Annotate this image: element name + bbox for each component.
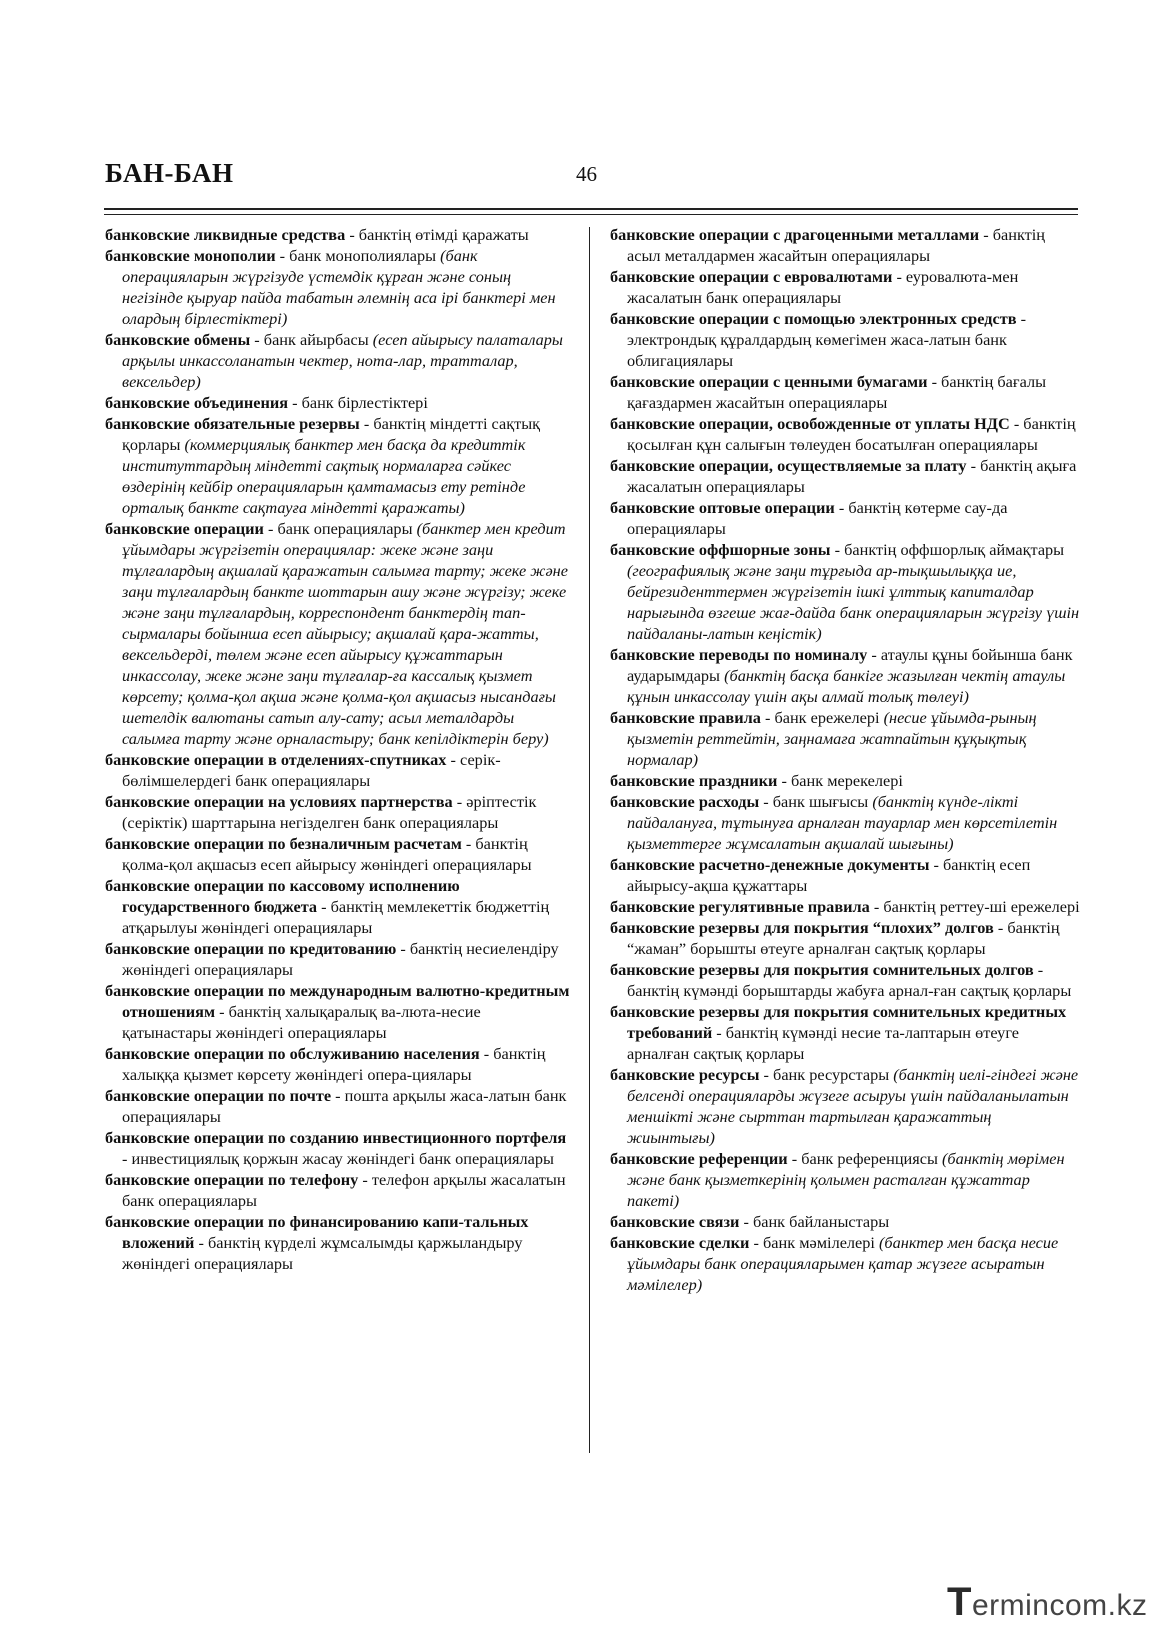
- entry-definition: - банктің күмәнді борыштарды жабуға арнал-ған сақтық қорлары: [627, 960, 1072, 1000]
- entry-note: (банк операцияларын жүргізуде үстемдік құрған және соның негізінде қыруар пайда табатын әлемнің аса ірі банктері мен олардың бірлестіктері): [122, 246, 556, 328]
- entry-term: банковские переводы по номиналу: [610, 645, 868, 664]
- dictionary-entry: [610, 791, 1080, 854]
- entry-note: (несие ұйымда-рының қызметін реттейтін, заңнамаға жатпайтын құқықтық нормалар): [627, 708, 1037, 769]
- entry-term: банковские операции по созданию инвестиционного портфеля: [105, 1128, 567, 1147]
- dictionary-entry: [610, 896, 1080, 917]
- entry-definition: - банк бірлестіктері: [292, 393, 428, 412]
- dictionary-entry: [105, 1211, 571, 1274]
- dictionary-entry: [610, 413, 1080, 455]
- entry-term: банковские операции по финансированию капи-тальных вложений: [105, 1212, 529, 1252]
- entry-term: банковские ресурсы: [610, 1065, 760, 1084]
- entry-definition: - банктің міндетті сақтық қорлары: [122, 414, 541, 454]
- entry-term: банковские операции по кредитованию: [105, 939, 397, 958]
- entry-term: банковские операции по кассовому исполнению государственного бюджета: [105, 876, 460, 916]
- entry-term: банковские операции, освобожденные от уплаты НДС: [610, 414, 1010, 433]
- dictionary-entry: [610, 1148, 1080, 1211]
- dictionary-entry: [610, 497, 1080, 539]
- entry-term: банковские референции: [610, 1149, 788, 1168]
- right-column: [610, 224, 1080, 1295]
- entry-term: банковские операции по международным валютно-кредитным отношениям: [105, 981, 570, 1021]
- entry-term: банковские обязательные резервы: [105, 414, 360, 433]
- entry-definition: - еуровалюта-мен жасалатын банк операциялары: [627, 267, 1019, 307]
- entry-term: банковские операции на условиях партнерства: [105, 792, 453, 811]
- entry-term: банковские резервы для покрытия сомнительных кредитных требований: [610, 1002, 1067, 1042]
- dictionary-entry: [610, 1211, 1080, 1232]
- dictionary-entry: [105, 791, 571, 833]
- dictionary-entry: [610, 1232, 1080, 1295]
- entry-term: банковские операции с евровалютами: [610, 267, 893, 286]
- entry-term: банковские операции с ценными бумагами: [610, 372, 928, 391]
- dictionary-entry: [610, 707, 1080, 770]
- entry-definition: - банк мәмілелері: [753, 1233, 875, 1252]
- entry-term: банковские праздники: [610, 771, 778, 790]
- entry-term: банковские операции по безналичным расчетам: [105, 834, 462, 853]
- entry-note: (банктер мен кредит ұйымдары жүргізетін операциялар: жеке және заңи тұлғалардың ақшалай қаражатын салымға тарту; жеке және заңи тұлғалардың банкте шоттарын ашу және жүргізу; жеке және заңи тұлғалардың, корреспондент банктердің тап-сырмалары бойынша есеп айырысу; ақшалай қара-жатты, вексельдерді, төлем және есеп айырысу құжаттарын инкассолау, жеке және заңи тұлғалар-ға кассалық қызмет көрсету; қолма-қол ақша және қолма-қол ақшасыз нысандағы шетелдік валютаны сатып алу-сату; асыл металдарды салымға тарту және орналастыру; банк кепілдіктерін беру): [122, 519, 568, 748]
- dictionary-entry: [610, 644, 1080, 707]
- entry-term: банковские связи: [610, 1212, 740, 1231]
- dictionary-entry: [610, 917, 1080, 959]
- dictionary-entry: [105, 413, 571, 518]
- dictionary-entry: [105, 392, 571, 413]
- entry-definition: - серік-бөлімшелердегі банк операциялары: [122, 750, 501, 790]
- entry-definition: - банк мерекелері: [781, 771, 903, 790]
- entry-term: банковские ликвидные средства: [105, 225, 346, 244]
- entry-definition: - банктің көтерме сау-да операциялары: [627, 498, 1008, 538]
- entry-definition: - банк айырбасы: [254, 330, 369, 349]
- entry-term: банковские операции в отделениях-спутниках: [105, 750, 447, 769]
- entry-term: банковские резервы для покрытия сомнительных долгов: [610, 960, 1034, 979]
- entry-term: банковские сделки: [610, 1233, 750, 1252]
- dictionary-entry: [610, 455, 1080, 497]
- entry-definition: - телефон арқылы жасалатын банк операциялары: [122, 1170, 566, 1210]
- running-head: БАН-БАН: [105, 158, 234, 188]
- entry-definition: - банк референциясы: [791, 1149, 938, 1168]
- entry-definition: - банктің күрделі жұмсалымды қаржыландыру жөніндегі операциялары: [122, 1233, 523, 1273]
- dictionary-entry: [610, 266, 1080, 308]
- entry-term: банковские резервы для покрытия “плохих” долгов: [610, 918, 994, 937]
- entry-definition: - банк операциялары: [268, 519, 413, 538]
- entry-term: банковские операции по почте: [105, 1086, 332, 1105]
- watermark-text-2: m.kz: [1082, 1589, 1148, 1622]
- entry-definition: - банктің халыққа қызмет көрсету жөніндегі опера-циялары: [122, 1044, 546, 1084]
- entry-definition: - электрондық құралдардың көмегімен жаса-латын банк облигациялары: [627, 309, 1026, 370]
- entry-definition: - инвестициялық қоржын жасау жөніндегі банк операциялары: [122, 1149, 554, 1168]
- dictionary-entry: [610, 308, 1080, 371]
- entry-term: банковские расходы: [610, 792, 760, 811]
- entry-term: банковские операции, осуществляемые за плату: [610, 456, 967, 475]
- entry-term: банковские оптовые операции: [610, 498, 835, 517]
- dictionary-entry: [610, 371, 1080, 413]
- entry-definition: - банктің “жаман” борышты өтеуге арналған сақтық қорлары: [627, 918, 1060, 958]
- dictionary-entry: [610, 770, 1080, 791]
- entry-note: (банктің мөрімен және банк қызметкерінің қолымен расталған құжаттар пакеті): [627, 1149, 1065, 1210]
- left-column: [105, 224, 571, 1274]
- entry-definition: - банк байланыстары: [743, 1212, 890, 1231]
- dictionary-entry: [105, 245, 571, 329]
- entry-note: (банктің басқа банкіге жазылған чектің атаулы құнын инкассолау үшін ақы алмай толық төлеуі): [627, 666, 1066, 706]
- entry-note: (географиялық және заңи тұрғыда ар-тықшылыққа ие, бейрезиденттермен жүргізетін ішкі ұлттық капиталдар нарығында өзгеше жағ-дайда банк операцияларын жүргізу үшін пайдаланы-латын кеңістік): [627, 561, 1080, 643]
- dictionary-entry: [610, 539, 1080, 644]
- entry-definition: - банктің асыл металдармен жасайтын операциялары: [627, 225, 1045, 265]
- entry-definition: - банк ресурстары: [763, 1065, 890, 1084]
- entry-definition: - атаулы құны бойынша банк аударымдары: [627, 645, 1073, 685]
- entry-term: банковские операции: [105, 519, 264, 538]
- watermark-text-1: erminc: [971, 1589, 1065, 1622]
- column-divider: [589, 227, 590, 1453]
- entry-term: банковские операции с драгоценными металлами: [610, 225, 980, 244]
- entry-term: банковские расчетно-денежные документы: [610, 855, 930, 874]
- dictionary-entry: [610, 224, 1080, 266]
- dictionary-entry: [105, 980, 571, 1043]
- entry-term: банковские операции по телефону: [105, 1170, 359, 1189]
- entry-definition: - банктің халықаралық ва-люта-несие қатынастары жөніндегі операциялары: [122, 1002, 481, 1042]
- watermark-circle: o: [1064, 1589, 1083, 1622]
- entry-note: (коммерциялық банктер мен басқа да кредиттік институттардың міндетті сақтық нормаларға сәйкес өздерінің кейбір операцияларын қамтамасыз ету ретінде орталық банкте сақтауға міндетті қаражаты): [122, 435, 526, 517]
- dictionary-entry: [105, 1127, 571, 1169]
- entry-definition: - банктің мемлекеттік бюджеттің атқарылуы жөніндегі операциялары: [122, 897, 550, 937]
- dictionary-entry: [610, 959, 1080, 1001]
- watermark-initial: T: [947, 1580, 972, 1624]
- header-rule-thin: [104, 214, 1078, 215]
- entry-definition: - банктің бағалы қағаздармен жасайтын операциялары: [627, 372, 1047, 412]
- dictionary-entry: [105, 329, 571, 392]
- dictionary-entry: [105, 938, 571, 980]
- entry-note: (банктер мен басқа несие ұйымдары банк операцияларымен қатар жүзеге асыратын мәмілелер): [627, 1233, 1059, 1294]
- entry-definition: - банктің несиелендіру жөніндегі операциялары: [122, 939, 559, 979]
- entry-definition: - банктің өтімді қаражаты: [349, 225, 529, 244]
- entry-definition: - банктің ақыға жасалатын операциялары: [627, 456, 1077, 496]
- dictionary-entry: [610, 1001, 1080, 1064]
- entry-definition: - әріптестік (серіктік) шарттарына негізделген банк операциялары: [122, 792, 537, 832]
- entry-definition: - банктің күмәнді несие та-лаптарын өтеуге арналған сақтық қорлары: [627, 1023, 1020, 1063]
- entry-term: банковские объединения: [105, 393, 289, 412]
- entry-definition: - банктің қосылған құн салығын төлеуден босатылған операциялары: [627, 414, 1076, 454]
- dictionary-entry: [610, 854, 1080, 896]
- dictionary-entry: [105, 224, 571, 245]
- dictionary-entry: [105, 875, 571, 938]
- entry-term: банковские обмены: [105, 330, 251, 349]
- entry-term: банковские операции с помощью электронных средств: [610, 309, 1017, 328]
- page-number: 46: [576, 162, 597, 186]
- entry-definition: - банк ережелері: [764, 708, 880, 727]
- entry-term: банковские монополии: [105, 246, 276, 265]
- entry-note: (есеп айырысу палаталары арқылы инкассоланатын чектер, нота-лар, тратталар, вексельдер): [122, 330, 563, 391]
- dictionary-entry: [105, 1169, 571, 1211]
- entry-term: банковские правила: [610, 708, 761, 727]
- entry-definition: - банктің есеп айырысу-ақша құжаттары: [627, 855, 1031, 895]
- dictionary-entry: [105, 1085, 571, 1127]
- entry-definition: - банктің реттеу-ші ережелері: [873, 897, 1080, 916]
- dictionary-entry: [105, 1043, 571, 1085]
- header-rule-thick: [104, 208, 1078, 210]
- entry-term: банковские оффшорные зоны: [610, 540, 831, 559]
- dictionary-entry: [105, 749, 571, 791]
- entry-term: банковские операции по обслуживанию населения: [105, 1044, 480, 1063]
- dictionary-entry: [610, 1064, 1080, 1148]
- entry-definition: - банк монополиялары: [279, 246, 437, 265]
- entry-note: (банктің иелі-гіндегі және белсенді операцияларды жүзеге асыруы үшін пайдаланылатын меншікті және сырттан тартылған қаражаттың жиынтығы): [627, 1065, 1079, 1147]
- dictionary-entry: [105, 833, 571, 875]
- watermark-logo: [947, 1580, 1147, 1625]
- entry-note: (банктің күнде-лікті пайдалануға, тұтынуға арналған тауарлар мен көрсетілетін қызметтерге жұмсалатын ақшалай шығыны): [627, 792, 1058, 853]
- entry-term: банковские регулятивные правила: [610, 897, 870, 916]
- dictionary-entry: [105, 518, 571, 749]
- entry-definition: - банктің қолма-қол ақшасыз есеп айырысу жөніндегі операциялары: [122, 834, 532, 874]
- entry-definition: - пошта арқылы жаса-латын банк операциялары: [122, 1086, 567, 1126]
- entry-definition: - банк шығысы: [763, 792, 869, 811]
- entry-definition: - банктің оффшорлық аймақтары: [834, 540, 1065, 559]
